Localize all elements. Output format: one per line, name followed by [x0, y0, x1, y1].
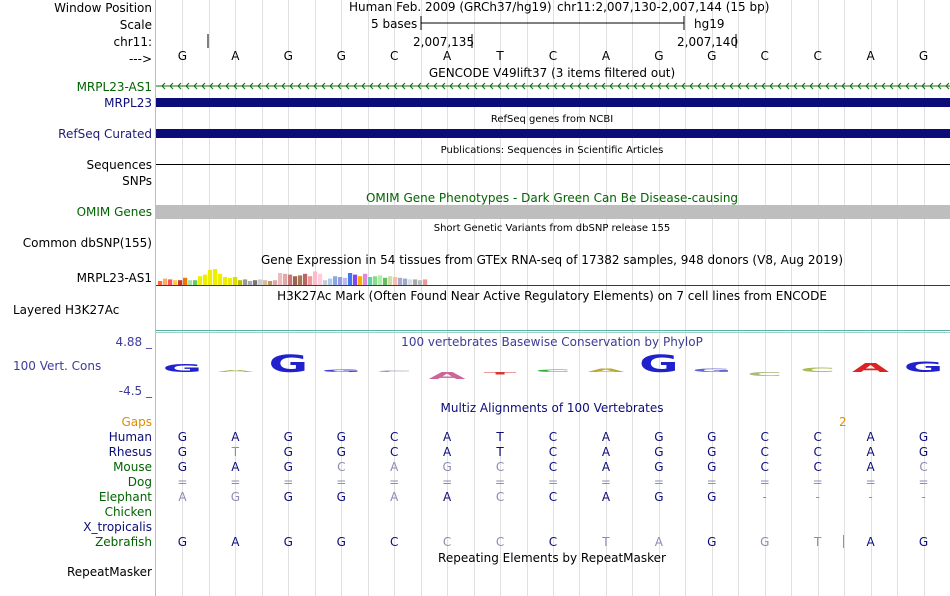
alignment-base: G [283, 490, 293, 504]
species-label[interactable]: Human [108, 430, 152, 444]
track-data-area[interactable] [156, 0, 950, 596]
repeatmasker-track-title: Repeating Elements by RepeatMasker [438, 551, 666, 565]
alignment-base: = [600, 475, 611, 489]
gtex-tissue-bar[interactable] [393, 277, 397, 285]
reference-base: G [707, 49, 717, 63]
alignment-base: A [866, 445, 875, 459]
alignment-base: G [177, 445, 188, 459]
gtex-tissue-bar[interactable] [233, 277, 237, 285]
omim-gene-feature[interactable] [156, 205, 950, 219]
alignment-base: A [601, 445, 611, 459]
gtex-tissue-bar[interactable] [223, 277, 227, 285]
alignment-base: = [865, 475, 876, 489]
publications-sequence-line[interactable] [156, 164, 950, 165]
alignment-base: G [442, 460, 452, 474]
alignment-base: C [548, 445, 558, 459]
alignment-base: A [601, 490, 611, 504]
alignment-base: G [283, 430, 293, 444]
reference-base: G [283, 49, 293, 63]
track-label-gencode-mrpl23[interactable]: MRPL23 [104, 96, 152, 110]
scale-bases-text: 5 bases [371, 17, 418, 31]
alignment-base: C [760, 430, 769, 444]
alignment-base: G [230, 490, 241, 504]
h3k27ac-track-title: H3K27Ac Mark (Often Found Near Active Regulatory Elements) on 7 cell lines from ENCODE [277, 289, 827, 303]
alignment-base: = [177, 475, 188, 489]
alignment-base: C [548, 430, 558, 444]
track-label-refseq-curated[interactable]: RefSeq Curated [58, 127, 152, 141]
alignment-base: - [762, 490, 767, 504]
gtex-tissue-bar[interactable] [208, 270, 212, 285]
alignment-base: G [760, 535, 770, 549]
alignment-base: = [812, 475, 823, 489]
gtex-baseline [156, 285, 950, 286]
track-label-gencode-mrpl23-as1[interactable]: MRPL23-AS1 [76, 80, 152, 94]
phylop-base-glyph: G [268, 350, 309, 378]
phylop-axis-max: 4.88 _ [115, 335, 152, 349]
alignment-base: G [918, 445, 929, 459]
alignment-base: - [815, 490, 820, 504]
h3k27ac-signal-line[interactable] [156, 330, 950, 331]
gtex-tissue-bar[interactable] [288, 275, 292, 285]
gtex-tissue-bar[interactable] [203, 275, 207, 285]
omim-track-title: OMIM Gene Phenotypes - Dark Green Can Be Disease-causing [365, 191, 739, 205]
alignment-base: A [390, 460, 399, 474]
track-label-100-vert-cons[interactable]: 100 Vert. Cons [13, 359, 102, 373]
alignment-base: = [918, 475, 929, 489]
alignment-base: C [548, 460, 558, 474]
gencode-mrpl23-as1-feature[interactable] [156, 81, 950, 93]
gtex-tissue-bar[interactable] [318, 274, 322, 285]
alignment-base: G [707, 430, 717, 444]
publications-track-title: Publications: Sequences in Scientific Articles [440, 145, 664, 156]
gtex-tissue-bar[interactable] [213, 269, 217, 285]
alignment-base: A [443, 445, 452, 459]
reference-base: G [336, 49, 346, 63]
alignment-base: C [442, 535, 452, 549]
alignment-base: = [283, 475, 294, 489]
phylop-track-title: 100 vertebrates Basewise Conservation by PhyloP [401, 335, 703, 349]
reference-base: G [654, 49, 664, 63]
phylop-conservation-plot[interactable] [156, 352, 950, 392]
alignment-base: A [866, 535, 875, 549]
track-label-gtex-gene[interactable]: MRPL23-AS1 [76, 271, 152, 285]
alignment-base: A [654, 535, 663, 549]
reference-base: C [760, 49, 769, 63]
alignment-base: = [547, 475, 559, 489]
refseq-track-title: RefSeq genes from NCBI [490, 114, 614, 125]
gtex-expression-bars[interactable] [156, 266, 950, 286]
species-label[interactable]: Chicken [104, 505, 152, 519]
phylop-base-glyph: G [692, 368, 732, 374]
alignment-base: A [231, 535, 240, 549]
gtex-tissue-bar[interactable] [278, 273, 282, 285]
phylop-base-glyph: A [852, 360, 890, 376]
alignment-base: C [919, 460, 928, 474]
gtex-tissue-bar[interactable] [388, 276, 392, 285]
alignment-base: A [231, 430, 240, 444]
gtex-tissue-bar[interactable] [353, 275, 357, 285]
phylop-base-glyph: C [376, 370, 412, 373]
track-label-repeatmasker[interactable]: RepeatMasker [66, 565, 152, 579]
phylop-base-glyph: G [639, 350, 679, 378]
gtex-tissue-bar[interactable] [303, 274, 307, 285]
scale-database-text: hg19 [694, 17, 725, 31]
alignment-base: C [495, 490, 505, 504]
phylop-base-glyph: G [321, 369, 361, 373]
alignment-base: A [231, 460, 240, 474]
track-label-column [0, 0, 155, 596]
refseq-mrpl23-feature[interactable] [156, 129, 950, 138]
coordinate-label-2: 2,007,140 [677, 35, 739, 49]
alignment-base: C [389, 430, 399, 444]
alignment-base: G [336, 535, 346, 549]
alignment-base: G [283, 535, 293, 549]
chromosome-label: chr11: [113, 35, 152, 49]
gtex-tissue-bar[interactable] [383, 278, 387, 285]
alignment-base: A [390, 490, 399, 504]
alignment-base: A [601, 460, 611, 474]
reference-base: A [231, 49, 240, 63]
alignment-base: C [813, 460, 822, 474]
alignment-base: C [760, 445, 769, 459]
alignment-base: = [336, 475, 347, 489]
alignment-base: A [443, 490, 452, 504]
species-label[interactable]: Rhesus [108, 445, 152, 459]
phylop-base-glyph: A [587, 368, 625, 374]
scale-label: Scale [119, 18, 152, 32]
alignment-base: T [602, 535, 610, 549]
phylop-base-glyph: C [800, 366, 836, 374]
zebrafish-gap-marker [843, 535, 844, 548]
coordinate-label-1: 2,007,135 [413, 35, 475, 49]
alignment-base: C [495, 535, 505, 549]
gtex-tissue-bar[interactable] [398, 278, 402, 285]
alignment-base: G [336, 445, 346, 459]
gtex-track-title: Gene Expression in 54 tissues from GTEx RNA-seq of 17382 samples, 948 donors (V8, Aug 2019) [260, 253, 844, 267]
alignment-base: A [866, 460, 875, 474]
alignment-base: G [177, 535, 188, 549]
gtex-tissue-bar[interactable] [228, 278, 232, 285]
alignment-base: G [654, 490, 664, 504]
phylop-base-glyph: T [483, 371, 517, 376]
alignment-base: G [336, 430, 346, 444]
alignment-base: T [496, 430, 504, 444]
gtex-tissue-bar[interactable] [378, 275, 382, 285]
alignment-base: G [654, 430, 664, 444]
window-position-value: chr11:2,007,130-2,007,144 (15 bp) [557, 0, 770, 14]
gtex-tissue-bar[interactable] [358, 276, 362, 285]
dbsnp-track-title: Short Genetic Variants from dbSNP release 155 [433, 223, 671, 234]
phylop-axis-min: -4.5 _ [118, 384, 152, 398]
gtex-tissue-bar[interactable] [348, 273, 352, 285]
gtex-tissue-bar[interactable] [338, 277, 342, 285]
alignment-base: A [443, 430, 452, 444]
species-label[interactable]: Elephant [98, 490, 152, 504]
species-label[interactable]: X_tropicalis [83, 520, 152, 534]
reference-base: C [389, 49, 399, 63]
alignment-base: G [177, 460, 188, 474]
alignment-base: - [868, 490, 873, 504]
gtex-tissue-bar[interactable] [293, 276, 297, 285]
track-label-snps[interactable]: SNPs [122, 174, 152, 188]
alignment-base: A [601, 430, 611, 444]
species-label[interactable]: Mouse [113, 460, 152, 474]
track-label-omim-genes[interactable]: OMIM Genes [76, 205, 152, 219]
alignment-base: C [760, 460, 769, 474]
gtex-tissue-bar[interactable] [313, 271, 317, 285]
track-label-sequences[interactable]: Sequences [86, 158, 152, 172]
reference-base: A [443, 49, 452, 63]
track-label-layered-h3k27ac[interactable]: Layered H3K27Ac [13, 303, 120, 317]
alignment-base: T [813, 535, 822, 549]
alignment-base: G [654, 445, 664, 459]
gtex-tissue-bar[interactable] [333, 276, 337, 285]
gtex-tissue-bar[interactable] [368, 277, 372, 285]
phylop-base-glyph: G [162, 362, 203, 375]
window-position-label: Window Position [54, 1, 152, 15]
gtex-tissue-bar[interactable] [363, 274, 367, 285]
gtex-tissue-bar[interactable] [218, 274, 222, 285]
alignment-base: A [178, 490, 187, 504]
gtex-tissue-bar[interactable] [343, 278, 347, 285]
alignment-base: = [442, 475, 453, 489]
alignment-base: G [918, 535, 929, 549]
alignment-base: = [389, 475, 400, 489]
alignment-base: G [707, 490, 717, 504]
phylop-base-glyph: G [903, 358, 944, 376]
reference-base: C [813, 49, 822, 63]
alignment-base: G [177, 430, 188, 444]
alignment-base: T [231, 445, 240, 459]
track-label-common-dbsnp[interactable]: Common dbSNP(155) [22, 236, 152, 250]
alignment-base: G [707, 460, 717, 474]
phylop-base-glyph: A [428, 370, 466, 382]
reference-base: C [548, 49, 558, 63]
alignment-base: C [548, 535, 558, 549]
assembly-title: Human Feb. 2009 (GRCh37/hg19) [349, 0, 552, 14]
gtex-tissue-bar[interactable] [298, 275, 302, 285]
reference-base: A [601, 49, 611, 63]
alignment-base: - [921, 490, 926, 504]
alignment-base: A [866, 430, 875, 444]
gtex-tissue-bar[interactable] [373, 276, 377, 285]
alignment-base: G [707, 535, 717, 549]
alignment-base: C [813, 430, 822, 444]
species-label[interactable]: Dog [127, 475, 152, 489]
h3k27ac-signal-line-2 [156, 332, 950, 333]
alignment-base: G [918, 430, 929, 444]
alignment-base: C [495, 460, 505, 474]
strand-arrow-label: ---> [128, 52, 152, 66]
species-label[interactable]: Zebrafish [95, 535, 152, 549]
alignment-base: = [653, 475, 664, 489]
gtex-tissue-bar[interactable] [283, 274, 287, 285]
multiz-track-title: Multiz Alignments of 100 Vertebrates [440, 401, 664, 415]
phylop-base-glyph: A [216, 369, 254, 373]
alignment-base: C [389, 535, 399, 549]
alignment-base: C [337, 460, 346, 474]
gap-count: 2 [839, 415, 847, 429]
reference-base: G [918, 49, 929, 63]
track-label-gaps[interactable]: Gaps [121, 415, 152, 429]
reference-base: T [496, 49, 504, 63]
phylop-base-glyph: C [747, 371, 783, 378]
alignment-base: = [495, 475, 506, 489]
alignment-base: T [496, 445, 504, 459]
reference-base: A [866, 49, 875, 63]
reference-base: G [177, 49, 188, 63]
alignment-base: G [283, 445, 293, 459]
alignment-base: G [707, 445, 717, 459]
gtex-tissue-bar[interactable] [198, 276, 202, 285]
gencode-track-title: GENCODE V49lift37 (3 items filtered out) [428, 66, 676, 80]
alignment-base: = [759, 475, 770, 489]
alignment-base: C [813, 445, 822, 459]
gtex-tissue-bar[interactable] [183, 278, 187, 285]
alignment-base: G [283, 460, 293, 474]
alignment-base: G [336, 490, 346, 504]
phylop-base-glyph: C [535, 369, 571, 373]
gencode-mrpl23-feature[interactable] [156, 98, 950, 107]
alignment-base: C [389, 445, 399, 459]
alignment-base: G [654, 460, 664, 474]
alignment-base: C [548, 490, 558, 504]
alignment-base: = [230, 475, 241, 489]
alignment-base: = [706, 475, 717, 489]
gtex-tissue-bar[interactable] [308, 276, 312, 285]
